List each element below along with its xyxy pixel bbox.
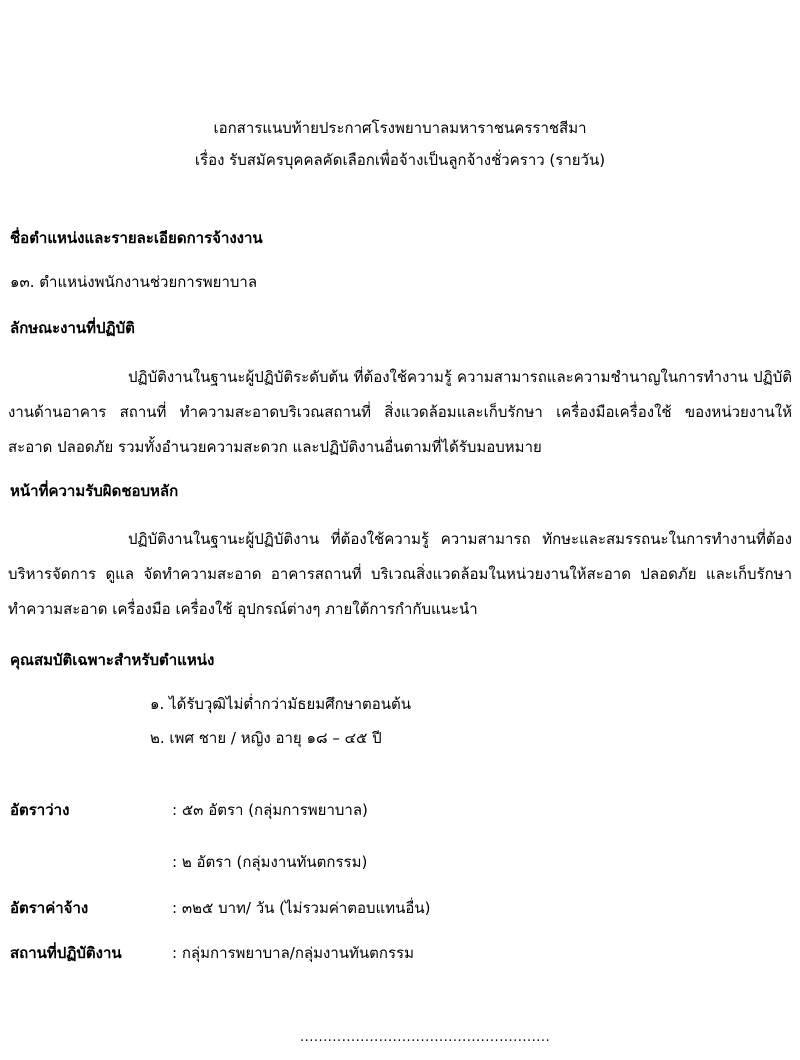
duties-paragraph: ปฏิบัติงานในฐานะผู้ปฏิบัติงาน ที่ต้องใช้ความรู้ ความสามารถ ทักษะและสมรรถนะในการทำงานที่ต้องบริหารจัดการ ดูแล จัดทำความสะอาด อาคารสถานที่ บริเวณสิ่งแวดล้อมในหน่วยงานให้สะอาด ปลอดภัย และเก็บรักษาทำความสะอาด เครื่องมือ เครื่องใช้ อุปกรณ์ต่างๆ ภายใต้การกำกับแนะนำ <box>8 530 792 618</box>
position-title: ๑๓. ตำแหน่งพนักงานช่วยการพยาบาล <box>10 273 258 291</box>
wage-label: อัตราค่าจ้าง <box>10 899 89 917</box>
position-heading: ชื่อตำแหน่งและรายละเอียดการจ้างงาน <box>10 229 263 247</box>
nature-heading: ลักษณะงานที่ปฏิบัติ <box>10 319 135 337</box>
workplace-label: สถานที่ปฏิบัติงาน <box>10 944 122 962</box>
vacancies-value-2: : ๒ อัตรา (กลุ่มงานทันตกรรม) <box>172 853 368 871</box>
wage-value: : ๓๒๕ บาท/ วัน (ไม่รวมค่าตอบแทนอื่น) <box>172 899 431 917</box>
nature-paragraph: ปฏิบัติงานในฐานะผู้ปฏิบัติระดับต้น ที่ต้องใช้ความรู้ ความสามารถและความชำนาญในการทำงาน ปฏิบัติงานด้านอาคาร สถานที่ ทำความสะอาดบริเวณสถานที่ สิ่งแวดล้อมและเก็บรักษา เครื่องมือเครื่องใช้ ของหน่วยงานให้สะอาด ปลอดภัย รวมทั้งอำนวยความสะดวก และปฏิบัติงานอื่นตามที่ได้รับมอบหมาย <box>8 368 792 456</box>
vacancies-label: อัตราว่าง <box>10 801 70 819</box>
doc-title-line-2: เรื่อง รับสมัครบุคคลคัดเลือกเพื่อจ้างเป็นลูกจ้างชั่วคราว (รายวัน) <box>194 151 606 169</box>
qualification-item-1: ๑. ได้รับวุฒิไม่ต่ำกว่ามัธยมศึกษาตอนต้น <box>150 695 412 713</box>
qualifications-heading: คุณสมบัติเฉพาะสำหรับตำแหน่ง <box>10 651 215 669</box>
workplace-value: : กลุ่มการพยาบาล/กลุ่มงานทันตกรรม <box>172 944 414 962</box>
qualification-item-2: ๒. เพศ ชาย / หญิง อายุ ๑๘ – ๔๕ ปี <box>150 729 382 747</box>
footer-dotted-line: ...................................................... <box>300 1030 551 1045</box>
vacancies-value-1: : ๕๓ อัตรา (กลุ่มการพยาบาล) <box>172 801 368 819</box>
doc-title-line-1: เอกสารแนบท้ายประกาศโรงพยาบาลมหาราชนครราชสีมา <box>213 119 587 137</box>
duties-heading: หน้าที่ความรับผิดชอบหลัก <box>10 482 179 500</box>
